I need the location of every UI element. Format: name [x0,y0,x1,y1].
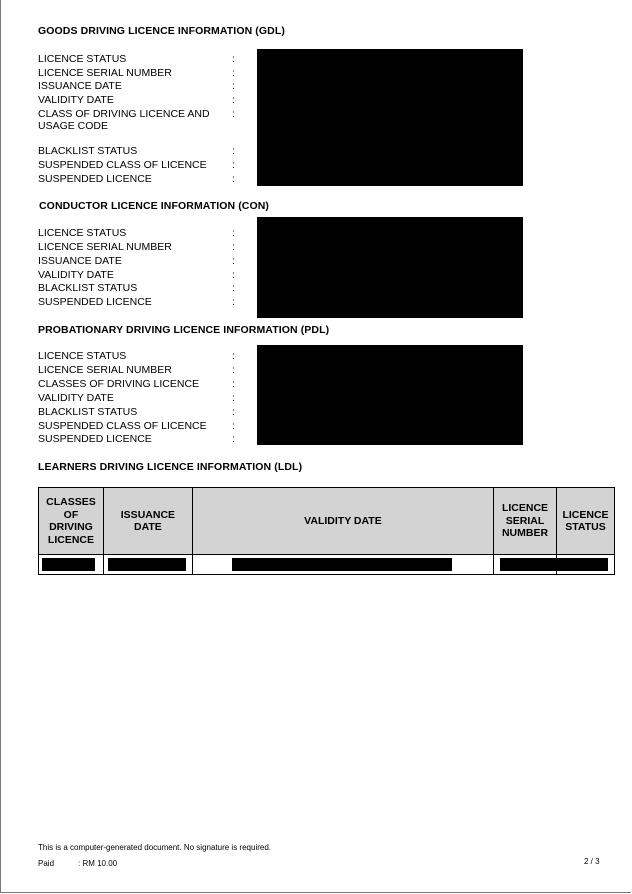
pdl-licence-status-label: LICENCE STATUS [38,350,127,362]
gdl-separator: : [232,108,235,120]
pdl-redaction-block [257,345,523,445]
ldl-col-licence-status: LICENCE STATUS [556,488,614,555]
gdl-licence-status-label: LICENCE STATUS [38,53,127,65]
gdl-separator: : [232,94,235,106]
con-issuance-date-label: ISSUANCE DATE [38,255,122,267]
gdl-validity-date-label: VALIDITY DATE [38,94,114,106]
page-number: 2 / 3 [584,857,600,866]
ldl-table [38,487,615,575]
gdl-redaction-block [257,49,523,186]
gdl-issuance-date-label: ISSUANCE DATE [38,80,122,92]
gdl-serial-number-label: LICENCE SERIAL NUMBER [38,67,172,79]
ldl-col-classes: CLASSES OF DRIVING LICENCE [39,488,104,555]
pdl-separator: : [232,392,235,404]
ldl-col-serial-number: LICENCE SERIAL NUMBER [494,488,557,555]
paid-amount: : RM 10.00 [78,859,118,868]
gdl-blacklist-status-label: BLACKLIST STATUS [38,145,138,157]
ldl-validity-date-cell [192,555,493,575]
gdl-separator: : [232,159,235,171]
table-row [39,555,615,575]
con-blacklist-status-label: BLACKLIST STATUS [38,282,138,294]
ldl-classes-cell [39,555,104,575]
pdl-separator: : [232,350,235,362]
pdl-separator: : [232,378,235,390]
redaction-block [500,558,556,571]
con-suspended-licence-label: SUSPENDED LICENCE [38,296,152,308]
ldl-licence-status-cell [556,555,614,575]
gdl-separator: : [232,53,235,65]
ldl-issuance-date-cell [103,555,192,575]
gdl-separator: : [232,173,235,185]
pdl-section-title: PROBATIONARY DRIVING LICENCE INFORMATION (PDL) [38,324,330,336]
con-separator: : [232,227,235,239]
con-separator: : [232,269,235,281]
ldl-col-validity-date: VALIDITY DATE [192,488,493,555]
redaction-block [42,558,95,571]
pdl-separator: : [232,364,235,376]
con-serial-number-label: LICENCE SERIAL NUMBER [38,241,172,253]
gdl-separator: : [232,67,235,79]
con-separator: : [232,296,235,308]
redaction-block [232,558,452,571]
redaction-block [108,558,186,571]
pdl-serial-number-label: LICENCE SERIAL NUMBER [38,364,172,376]
gdl-separator: : [232,80,235,92]
ldl-section-title: LEARNERS DRIVING LICENCE INFORMATION (LDL) [38,461,303,473]
con-separator: : [232,282,235,294]
gdl-class-usage-code-label: CLASS OF DRIVING LICENCE AND USAGE CODE [38,108,210,132]
con-separator: : [232,241,235,253]
pdl-suspended-licence-label: SUSPENDED LICENCE [38,433,152,445]
pdl-separator: : [232,406,235,418]
pdl-blacklist-status-label: BLACKLIST STATUS [38,406,138,418]
redaction-block [557,558,608,571]
ldl-header-row [39,488,615,555]
pdl-classes-label: CLASSES OF DRIVING LICENCE [38,378,200,390]
con-redaction-block [257,217,523,318]
gdl-section-title: GOODS DRIVING LICENCE INFORMATION (GDL) [38,25,285,37]
gdl-suspended-class-label: SUSPENDED CLASS OF LICENCE [38,159,207,171]
gdl-separator: : [232,145,235,157]
paid-label: Paid [38,859,55,868]
gdl-suspended-licence-label: SUSPENDED LICENCE [38,173,152,185]
pdl-validity-date-label: VALIDITY DATE [38,392,114,404]
pdl-separator: : [232,433,235,445]
con-validity-date-label: VALIDITY DATE [38,269,114,281]
con-section-title: CONDUCTOR LICENCE INFORMATION (CON) [39,200,270,212]
paid-line [38,859,118,868]
ldl-serial-number-cell [494,555,557,575]
ldl-col-issuance-date: ISSUANCE DATE [103,488,192,555]
computer-generated-note: This is a computer-generated document. No signature is required. [38,843,272,852]
pdl-separator: : [232,420,235,432]
con-licence-status-label: LICENCE STATUS [38,227,127,239]
pdl-suspended-class-label: SUSPENDED CLASS OF LICENCE [38,420,207,432]
con-separator: : [232,255,235,267]
